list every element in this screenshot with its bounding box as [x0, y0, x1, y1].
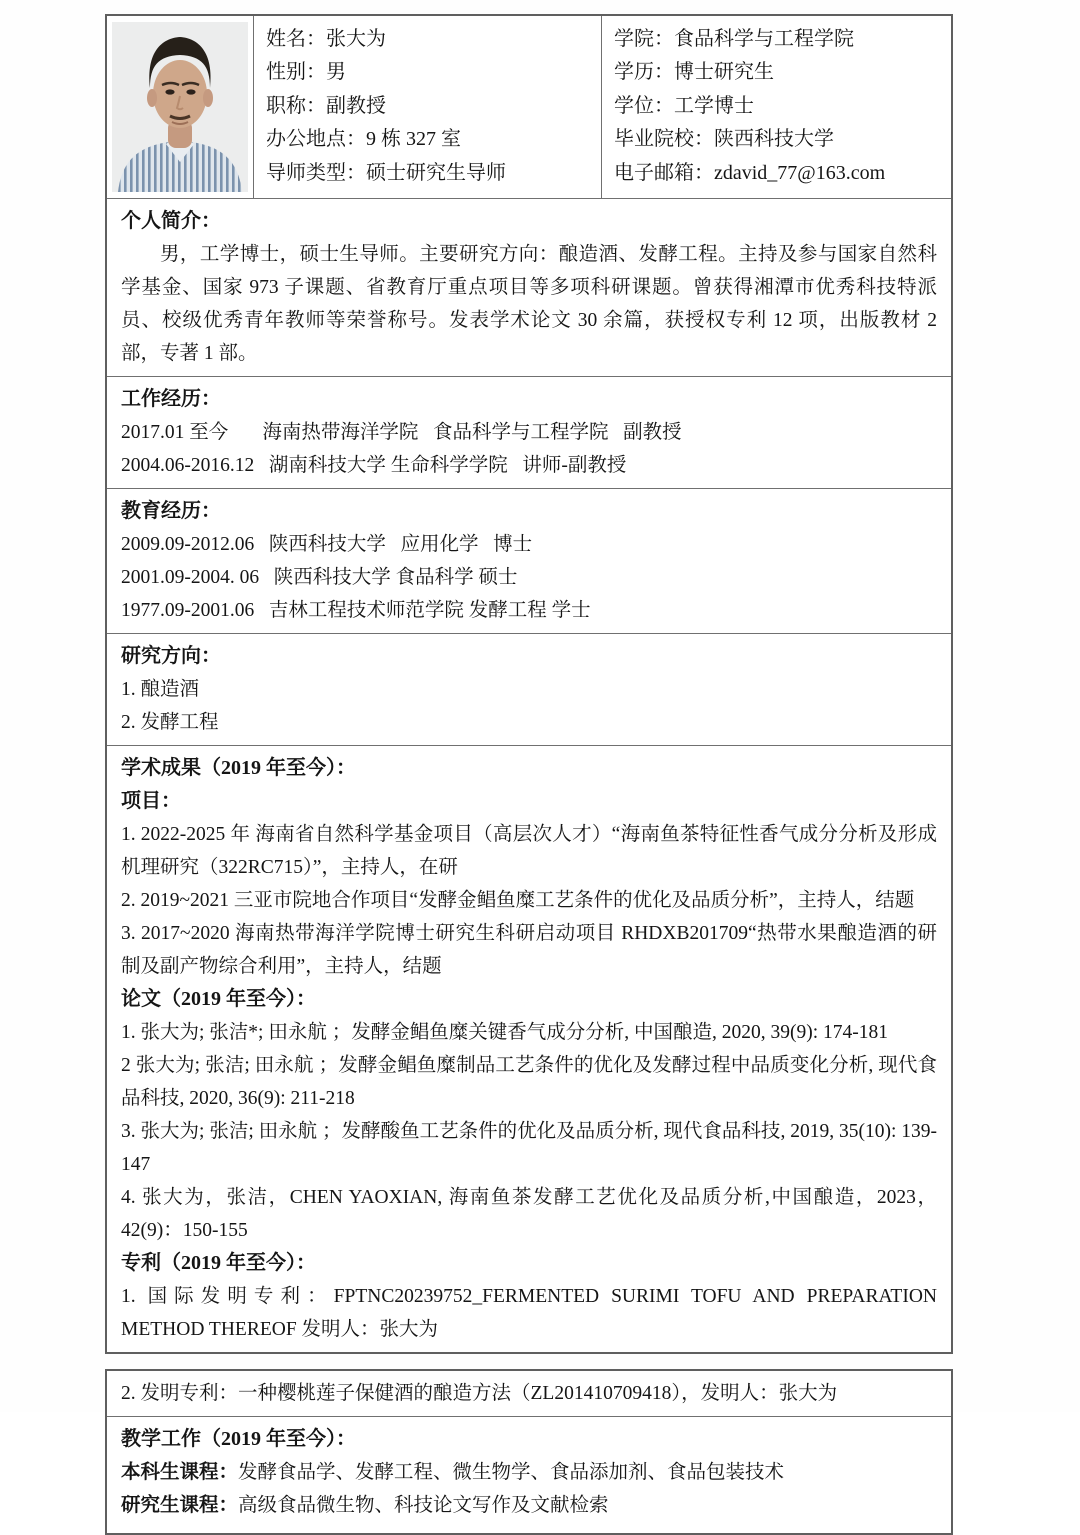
portrait-photo-drawing — [112, 22, 248, 192]
work-item: 2004.06-2016.12 湖南科技大学 生命科学学院 讲师-副教授 — [121, 455, 627, 476]
photo-cell — [107, 16, 254, 198]
field-title-value: 副教授 — [326, 94, 386, 117]
work-heading: 工作经历： — [121, 388, 221, 410]
intro-text: 男，工学博士，硕士生导师。主要研究方向：酿造酒、发酵工程。主持及参与国家自然科学基金、国家 973 子课题、省教育厅重点项目等多项科研课题。曾获得湘潭市优秀科技特派员、校级优秀青年教师等荣誉称号。发表学术论文 30 余篇，获授权专利 12 项，出版教材 2 部，专著 1 部。 — [121, 244, 937, 364]
academic-section — [107, 745, 951, 1352]
field-mentor-type-value: 硕士研究生导师 — [366, 161, 506, 184]
field-graduate-school — [614, 123, 939, 156]
intro-section — [107, 198, 951, 376]
patent2-section — [107, 1371, 951, 1416]
field-gender-value: 男 — [326, 61, 346, 84]
project-item: 1. 2022-2025 年 海南省自然科学基金项目（高层次人才）“海南鱼茶特征性香气成分分析及形成机理研究（322RC715）”，主持人，在研 — [121, 824, 937, 878]
field-degree-label: 学位： — [614, 94, 674, 117]
grad-courses-line — [121, 1489, 937, 1522]
field-title — [266, 90, 589, 123]
teaching-section — [107, 1416, 951, 1533]
profile-table — [105, 14, 953, 1535]
field-office — [266, 123, 589, 156]
field-email-label: 电子邮箱： — [614, 161, 714, 184]
undergrad-courses-value: 发酵食品学、发酵工程、微生物学、食品添加剂、食品包装技术 — [238, 1462, 785, 1483]
field-office-label: 办公地点： — [266, 128, 366, 151]
field-education-label: 学历： — [614, 61, 674, 84]
education-item: 2009.09-2012.06 陕西科技大学 应用化学 博士 — [121, 534, 533, 555]
field-name-value: 张大为 — [326, 28, 386, 50]
research-item: 2. 发酵工程 — [121, 712, 219, 733]
portrait-photo — [112, 22, 248, 192]
field-mentor-type — [266, 157, 589, 190]
field-education — [614, 56, 939, 89]
field-email — [614, 157, 939, 190]
research-section — [107, 633, 951, 745]
paper-item: 2 张大为; 张洁; 田永航 ；发酵金鲳鱼糜制品工艺条件的优化及发酵过程中品质变化分析, 现代食品科技, 2020, 36(9): 211-218 — [121, 1055, 937, 1109]
main-table-block — [105, 14, 953, 1354]
page-break-gap — [105, 1354, 953, 1369]
field-gender-label: 性别： — [266, 61, 326, 84]
patent-item: 2. 发明专利：一种樱桃莲子保健酒的酿造方法（ZL201410709418），发明人：张大为 — [121, 1383, 838, 1404]
undergrad-courses-line — [121, 1456, 937, 1489]
info-row — [107, 16, 951, 198]
grad-courses-label: 研究生课程： — [121, 1495, 239, 1516]
education-heading: 教育经历： — [121, 500, 221, 522]
paper-item: 1. 张大为; 张洁*; 田永航 ；发酵金鲳鱼糜关键香气成分分析, 中国酿造, 2020, 39(9): 174-181 — [121, 1022, 888, 1043]
continuation-table-block — [105, 1369, 953, 1535]
field-name — [266, 23, 589, 56]
project-item: 3. 2017~2020 海南热带海洋学院博士研究生科研启动项目 RHDXB201709“热带水果酿造酒的研制及副产物综合利用”，主持人，结题 — [121, 923, 937, 977]
research-heading: 研究方向： — [121, 645, 221, 667]
field-degree — [614, 90, 939, 123]
academic-heading: 学术成果（2019 年至今）： — [121, 757, 356, 779]
basic-info-cell — [254, 16, 602, 198]
project-item: 2. 2019~2021 三亚市院地合作项目“发酵金鲳鱼糜工艺条件的优化及品质分析”，主持人，结题 — [121, 890, 915, 911]
field-degree-value: 工学博士 — [674, 94, 754, 117]
education-item: 2001.09-2004. 06 陕西科技大学 食品科学 硕士 — [121, 567, 518, 588]
patent-item: 1. 国际发明专利：FPTNC20239752_FERMENTED SURIMI TOFU AND PREPARATION METHOD THEREOF 发明人：张大为 — [121, 1286, 937, 1340]
grad-courses-value: 高级食品微生物、科技论文写作及文献检索 — [238, 1495, 609, 1516]
field-college-value: 食品科学与工程学院 — [674, 28, 854, 50]
field-graduate-school-value: 陕西科技大学 — [714, 128, 834, 151]
field-title-label: 职称： — [266, 94, 326, 117]
work-item: 2017.01 至今 海南热带海洋学院 食品科学与工程学院 副教授 — [121, 422, 682, 443]
field-email-value: zdavid_77@163.com — [714, 161, 886, 184]
patents-heading: 专利（2019 年至今）： — [121, 1252, 316, 1274]
field-name-label: 姓名： — [266, 28, 326, 50]
research-item: 1. 酿造酒 — [121, 679, 200, 700]
paper-item: 3. 张大为; 张洁; 田永航 ；发酵酸鱼工艺条件的优化及品质分析, 现代食品科技, 2019, 35(10): 139- 147 — [121, 1121, 937, 1175]
field-graduate-school-label: 毕业院校： — [614, 128, 714, 151]
education-section — [107, 488, 951, 633]
paper-item: 4. 张大为，张洁，CHEN YAOXIAN, 海南鱼茶发酵工艺优化及品质分析,中国酿造，2023，42(9)：150-155 — [121, 1187, 937, 1241]
college-info-cell — [602, 16, 951, 198]
field-office-value: 9 栋 327 室 — [366, 128, 461, 151]
projects-heading: 项目： — [121, 790, 181, 812]
field-education-value: 博士研究生 — [674, 61, 774, 84]
undergrad-courses-label: 本科生课程： — [121, 1462, 239, 1483]
field-college-label: 学院： — [614, 28, 674, 50]
field-mentor-type-label: 导师类型： — [266, 161, 366, 184]
field-gender — [266, 56, 589, 89]
teaching-heading: 教学工作（2019 年至今）： — [121, 1428, 356, 1450]
papers-heading: 论文（2019 年至今）： — [121, 988, 316, 1010]
field-college — [614, 23, 939, 56]
education-item: 1977.09-2001.06 吉林工程技术师范学院 发酵工程 学士 — [121, 600, 591, 621]
intro-heading: 个人简介： — [121, 210, 221, 232]
work-section — [107, 376, 951, 488]
